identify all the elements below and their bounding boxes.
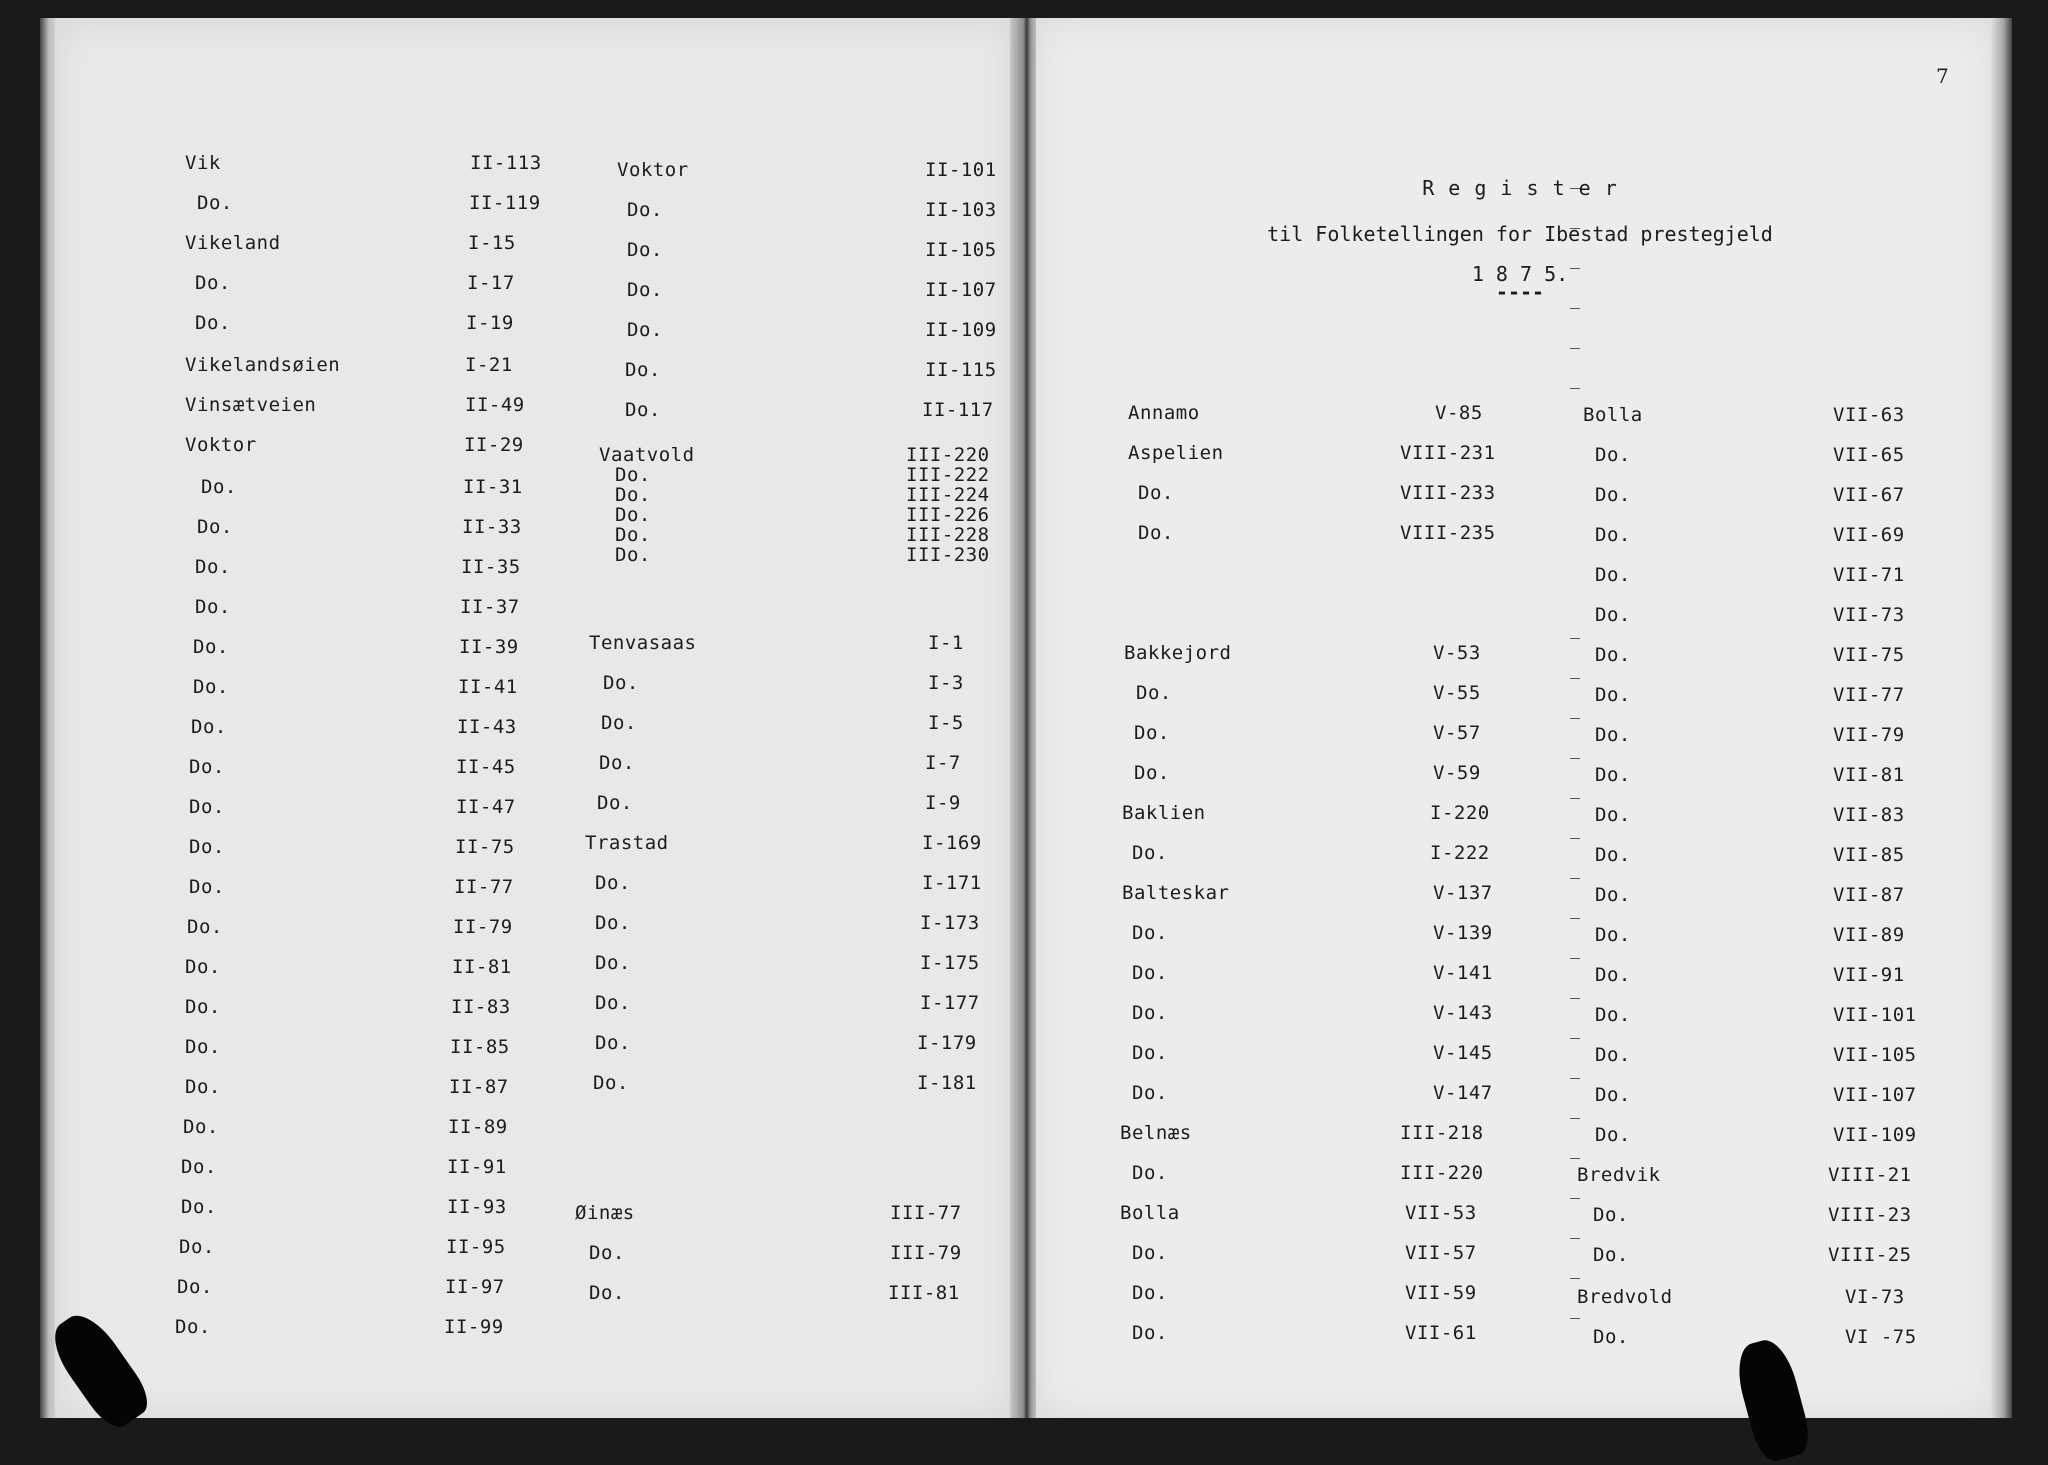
- entry-reference: II-117: [922, 399, 994, 421]
- entry-reference: VII-79: [1833, 724, 1905, 746]
- entry-name: Balteskar: [1122, 882, 1230, 904]
- entry-name: Do.: [1132, 1322, 1168, 1344]
- entry-name: Baklien: [1122, 802, 1206, 824]
- entry-reference: V-85: [1435, 402, 1483, 424]
- entry-name: Do.: [1595, 564, 1631, 586]
- entry-name: Do.: [185, 956, 221, 978]
- entry-reference: VIII-21: [1828, 1164, 1912, 1186]
- entry-reference: VII-87: [1833, 884, 1905, 906]
- entry-name: Do.: [1132, 1242, 1168, 1264]
- entry-reference: VII-67: [1833, 484, 1905, 506]
- entry-reference: I-3: [928, 672, 964, 694]
- entry-name: Do.: [183, 1116, 219, 1138]
- entry-reference: I-15: [468, 232, 516, 254]
- entry-name: Do.: [1595, 644, 1631, 666]
- entry-reference: VII-83: [1833, 804, 1905, 826]
- entry-name: Do.: [1593, 1326, 1629, 1348]
- entry-reference: VII-107: [1833, 1084, 1917, 1106]
- entry-reference: VI-73: [1845, 1286, 1905, 1308]
- margin-dash: [1570, 268, 1580, 269]
- entry-reference: V-145: [1433, 1042, 1493, 1064]
- entry-reference: II-83: [451, 996, 511, 1018]
- entry-reference: II-87: [449, 1076, 509, 1098]
- entry-reference: VII-65: [1833, 444, 1905, 466]
- entry-reference: II-29: [464, 434, 524, 456]
- entry-name: Do.: [193, 636, 229, 658]
- entry-name: Trastad: [585, 832, 669, 854]
- entry-name: Do.: [615, 504, 651, 526]
- entry-reference: II-49: [465, 394, 525, 416]
- margin-dash: [1570, 838, 1580, 839]
- entry-name: Do.: [615, 524, 651, 546]
- entry-name: Do.: [1134, 762, 1170, 784]
- entry-name: Do.: [181, 1196, 217, 1218]
- entry-name: Do.: [195, 312, 231, 334]
- margin-dash: [1570, 1158, 1580, 1159]
- entry-reference: III-228: [906, 524, 990, 546]
- entry-name: Vinsætveien: [185, 394, 317, 416]
- entry-reference: III-226: [906, 504, 990, 526]
- entry-reference: VII-73: [1833, 604, 1905, 626]
- margin-dash: [1570, 718, 1580, 719]
- margin-dash: [1570, 998, 1580, 999]
- entry-reference: I-173: [920, 912, 980, 934]
- entry-reference: II-37: [460, 596, 520, 618]
- entry-name: Voktor: [617, 159, 689, 181]
- entry-name: Do.: [185, 1036, 221, 1058]
- entry-reference: VIII-233: [1400, 482, 1496, 504]
- entry-name: Øinæs: [575, 1202, 635, 1224]
- entry-name: Do.: [625, 399, 661, 421]
- margin-dash: [1570, 918, 1580, 919]
- entry-name: Do.: [615, 464, 651, 486]
- entry-name: Do.: [595, 872, 631, 894]
- entry-name: Do.: [1132, 1082, 1168, 1104]
- entry-name: Do.: [1138, 522, 1174, 544]
- entry-name: Do.: [1138, 482, 1174, 504]
- entry-name: Bredvik: [1577, 1164, 1661, 1186]
- entry-reference: VII-71: [1833, 564, 1905, 586]
- entry-reference: II-113: [470, 152, 542, 174]
- margin-dash: [1570, 1238, 1580, 1239]
- entry-reference: III-81: [888, 1282, 960, 1304]
- entry-reference: VIII-231: [1400, 442, 1496, 464]
- entry-name: Do.: [191, 716, 227, 738]
- entry-reference: I-169: [922, 832, 982, 854]
- entry-name: Do.: [1595, 764, 1631, 786]
- entry-reference: V-59: [1433, 762, 1481, 784]
- entry-reference: V-57: [1433, 722, 1481, 744]
- entry-name: Do.: [615, 484, 651, 506]
- entry-name: Do.: [1595, 884, 1631, 906]
- entry-name: Do.: [189, 756, 225, 778]
- entry-name: Do.: [189, 836, 225, 858]
- entry-name: Do.: [1132, 962, 1168, 984]
- entry-name: Do.: [1595, 1004, 1631, 1026]
- entry-name: Do.: [1595, 844, 1631, 866]
- entry-name: Do.: [197, 516, 233, 538]
- entry-reference: II-31: [463, 476, 523, 498]
- entry-name: Bolla: [1120, 1202, 1180, 1224]
- entry-name: Vikeland: [185, 232, 281, 254]
- margin-dash: [1570, 348, 1580, 349]
- entry-reference: II-85: [450, 1036, 510, 1058]
- entry-name: Do.: [1132, 1282, 1168, 1304]
- entry-name: Do.: [1595, 924, 1631, 946]
- entry-reference: II-75: [455, 836, 515, 858]
- entry-name: Do.: [197, 192, 233, 214]
- entry-name: Vikelandsøien: [185, 354, 341, 376]
- margin-dash: [1570, 388, 1580, 389]
- margin-dash: [1570, 878, 1580, 879]
- entry-name: Voktor: [185, 434, 257, 456]
- entry-name: Do.: [1132, 842, 1168, 864]
- entry-reference: V-141: [1433, 962, 1493, 984]
- title-line-subtitle: til Folketellingen for Ibestad prestegjeld: [1267, 222, 1773, 246]
- margin-dash: [1570, 1118, 1580, 1119]
- entry-reference: II-105: [925, 239, 997, 261]
- entry-reference: VII-57: [1405, 1242, 1477, 1264]
- entry-reference: I-19: [466, 312, 514, 334]
- entry-reference: III-77: [890, 1202, 962, 1224]
- margin-dash: [1570, 1038, 1580, 1039]
- entry-name: Do.: [595, 1032, 631, 1054]
- entry-reference: I-222: [1430, 842, 1490, 864]
- entry-reference: I-21: [465, 354, 513, 376]
- entry-reference: II-103: [925, 199, 997, 221]
- margin-dash: [1570, 758, 1580, 759]
- entry-name: Do.: [599, 752, 635, 774]
- entry-name: Do.: [627, 199, 663, 221]
- entry-reference: I-177: [920, 992, 980, 1014]
- entry-reference: VII-53: [1405, 1202, 1477, 1224]
- entry-name: Do.: [1595, 684, 1631, 706]
- entry-reference: I-5: [928, 712, 964, 734]
- entry-reference: I-9: [925, 792, 961, 814]
- entry-name: Do.: [189, 876, 225, 898]
- entry-reference: VII-59: [1405, 1282, 1477, 1304]
- entry-reference: II-115: [925, 359, 997, 381]
- entry-reference: I-220: [1430, 802, 1490, 824]
- entry-reference: V-137: [1433, 882, 1493, 904]
- entry-name: Do.: [595, 952, 631, 974]
- entry-name: Do.: [1132, 1162, 1168, 1184]
- entry-name: Do.: [1595, 724, 1631, 746]
- entry-name: Do.: [597, 792, 633, 814]
- entry-reference: II-101: [925, 159, 997, 181]
- entry-name: Belnæs: [1120, 1122, 1192, 1144]
- entry-reference: II-35: [461, 556, 521, 578]
- entry-name: Do.: [1595, 484, 1631, 506]
- entry-reference: VI -75: [1845, 1326, 1917, 1348]
- entry-reference: I-7: [925, 752, 961, 774]
- entry-reference: VII-85: [1833, 844, 1905, 866]
- entry-reference: VIII-23: [1828, 1204, 1912, 1226]
- entry-name: Do.: [615, 544, 651, 566]
- entry-reference: II-119: [469, 192, 541, 214]
- entry-name: Do.: [1136, 682, 1172, 704]
- entry-reference: II-39: [459, 636, 519, 658]
- entry-name: Tenvasaas: [589, 632, 697, 654]
- entry-reference: II-77: [454, 876, 514, 898]
- entry-name: Do.: [181, 1156, 217, 1178]
- entry-name: Do.: [1593, 1244, 1629, 1266]
- entry-name: Do.: [185, 1076, 221, 1098]
- entry-name: Do.: [1595, 524, 1631, 546]
- entry-name: Do.: [595, 912, 631, 934]
- title-line-year: 1 8 7 5.: [1471, 262, 1569, 286]
- entry-name: Vik: [185, 152, 221, 174]
- entry-name: Do.: [589, 1242, 625, 1264]
- entry-name: Do.: [1595, 604, 1631, 626]
- entry-reference: I-171: [922, 872, 982, 894]
- entry-reference: III-224: [906, 484, 990, 506]
- entry-name: Do.: [1132, 1042, 1168, 1064]
- entry-reference: VII-75: [1833, 644, 1905, 666]
- entry-reference: VII-61: [1405, 1322, 1477, 1344]
- entry-name: Do.: [1593, 1204, 1629, 1226]
- entry-reference: II-97: [445, 1276, 505, 1298]
- entry-name: Do.: [589, 1282, 625, 1304]
- register-title: [1180, 176, 1860, 304]
- entry-reference: VII-81: [1833, 764, 1905, 786]
- entry-reference: VIII-235: [1400, 522, 1496, 544]
- entry-name: Do.: [185, 996, 221, 1018]
- entry-reference: II-41: [458, 676, 518, 698]
- entry-name: Bakkejord: [1124, 642, 1232, 664]
- entry-reference: II-47: [456, 796, 516, 818]
- margin-dash: [1570, 798, 1580, 799]
- entry-reference: II-43: [457, 716, 517, 738]
- entry-name: Do.: [1595, 1044, 1631, 1066]
- entry-reference: I-17: [467, 272, 515, 294]
- margin-dash: [1570, 1318, 1580, 1319]
- entry-reference: VII-89: [1833, 924, 1905, 946]
- entry-name: Do.: [627, 319, 663, 341]
- entry-reference: II-79: [453, 916, 513, 938]
- entry-name: Do.: [195, 556, 231, 578]
- entry-reference: II-109: [925, 319, 997, 341]
- entry-reference: III-230: [906, 544, 990, 566]
- entry-reference: VII-101: [1833, 1004, 1917, 1026]
- entry-name: Do.: [627, 239, 663, 261]
- margin-dash: [1570, 188, 1580, 189]
- margin-dash: [1570, 678, 1580, 679]
- entry-name: Do.: [193, 676, 229, 698]
- entry-name: Do.: [593, 1072, 629, 1094]
- entry-reference: I-175: [920, 952, 980, 974]
- entry-reference: III-79: [890, 1242, 962, 1264]
- margin-dash: [1570, 308, 1580, 309]
- entry-reference: VIII-25: [1828, 1244, 1912, 1266]
- entry-reference: I-179: [917, 1032, 977, 1054]
- entry-name: Do.: [1132, 922, 1168, 944]
- entry-reference: VII-91: [1833, 964, 1905, 986]
- entry-reference: II-99: [444, 1316, 504, 1338]
- entry-reference: V-143: [1433, 1002, 1493, 1024]
- page-number: 7: [1936, 64, 1949, 88]
- entry-reference: II-91: [447, 1156, 507, 1178]
- entry-reference: III-220: [906, 444, 990, 466]
- entry-name: Bolla: [1583, 404, 1643, 426]
- margin-dash: [1570, 1278, 1580, 1279]
- entry-name: Do.: [201, 476, 237, 498]
- entry-name: Do.: [1595, 1124, 1631, 1146]
- entry-reference: III-220: [1400, 1162, 1484, 1184]
- entry-name: Do.: [189, 796, 225, 818]
- entry-name: Do.: [195, 272, 231, 294]
- entry-name: Do.: [177, 1276, 213, 1298]
- entry-name: Do.: [195, 596, 231, 618]
- entry-name: Do.: [601, 712, 637, 734]
- entry-name: Annamo: [1128, 402, 1200, 424]
- entry-reference: II-93: [447, 1196, 507, 1218]
- margin-dash: [1570, 1198, 1580, 1199]
- entry-name: Do.: [187, 916, 223, 938]
- entry-reference: II-107: [925, 279, 997, 301]
- entry-name: Do.: [627, 279, 663, 301]
- entry-reference: VII-69: [1833, 524, 1905, 546]
- entry-reference: VII-77: [1833, 684, 1905, 706]
- entry-reference: VII-105: [1833, 1044, 1917, 1066]
- entry-name: Do.: [595, 992, 631, 1014]
- right-page-edge: [1990, 18, 2012, 1418]
- entry-name: Do.: [1132, 1002, 1168, 1024]
- entry-reference: VII-63: [1833, 404, 1905, 426]
- entry-reference: I-1: [928, 632, 964, 654]
- title-underline: ----: [1495, 280, 1545, 304]
- entry-reference: V-139: [1433, 922, 1493, 944]
- entry-name: Do.: [603, 672, 639, 694]
- margin-dash: [1570, 958, 1580, 959]
- entry-name: Do.: [1595, 804, 1631, 826]
- entry-reference: II-81: [452, 956, 512, 978]
- entry-name: Do.: [625, 359, 661, 381]
- entry-name: Do.: [1134, 722, 1170, 744]
- entry-reference: II-33: [462, 516, 522, 538]
- entry-name: Aspelien: [1128, 442, 1224, 464]
- entry-reference: V-55: [1433, 682, 1481, 704]
- entry-reference: II-45: [456, 756, 516, 778]
- title-line-register: R e g i s t e r: [1422, 176, 1618, 200]
- margin-dash: [1570, 638, 1580, 639]
- entry-reference: II-89: [448, 1116, 508, 1138]
- entry-name: Do.: [175, 1316, 211, 1338]
- entry-name: Vaatvold: [599, 444, 695, 466]
- entry-reference: III-218: [1400, 1122, 1484, 1144]
- entry-reference: VII-109: [1833, 1124, 1917, 1146]
- entry-name: Bredvold: [1577, 1286, 1673, 1308]
- entry-name: Do.: [1595, 1084, 1631, 1106]
- margin-dash: [1570, 1078, 1580, 1079]
- entry-name: Do.: [1595, 444, 1631, 466]
- entry-name: Do.: [179, 1236, 215, 1258]
- entry-reference: I-181: [917, 1072, 977, 1094]
- entry-reference: V-147: [1433, 1082, 1493, 1104]
- margin-dash: [1570, 228, 1580, 229]
- entry-reference: V-53: [1433, 642, 1481, 664]
- entry-reference: III-222: [906, 464, 990, 486]
- entry-reference: II-95: [446, 1236, 506, 1258]
- entry-name: Do.: [1595, 964, 1631, 986]
